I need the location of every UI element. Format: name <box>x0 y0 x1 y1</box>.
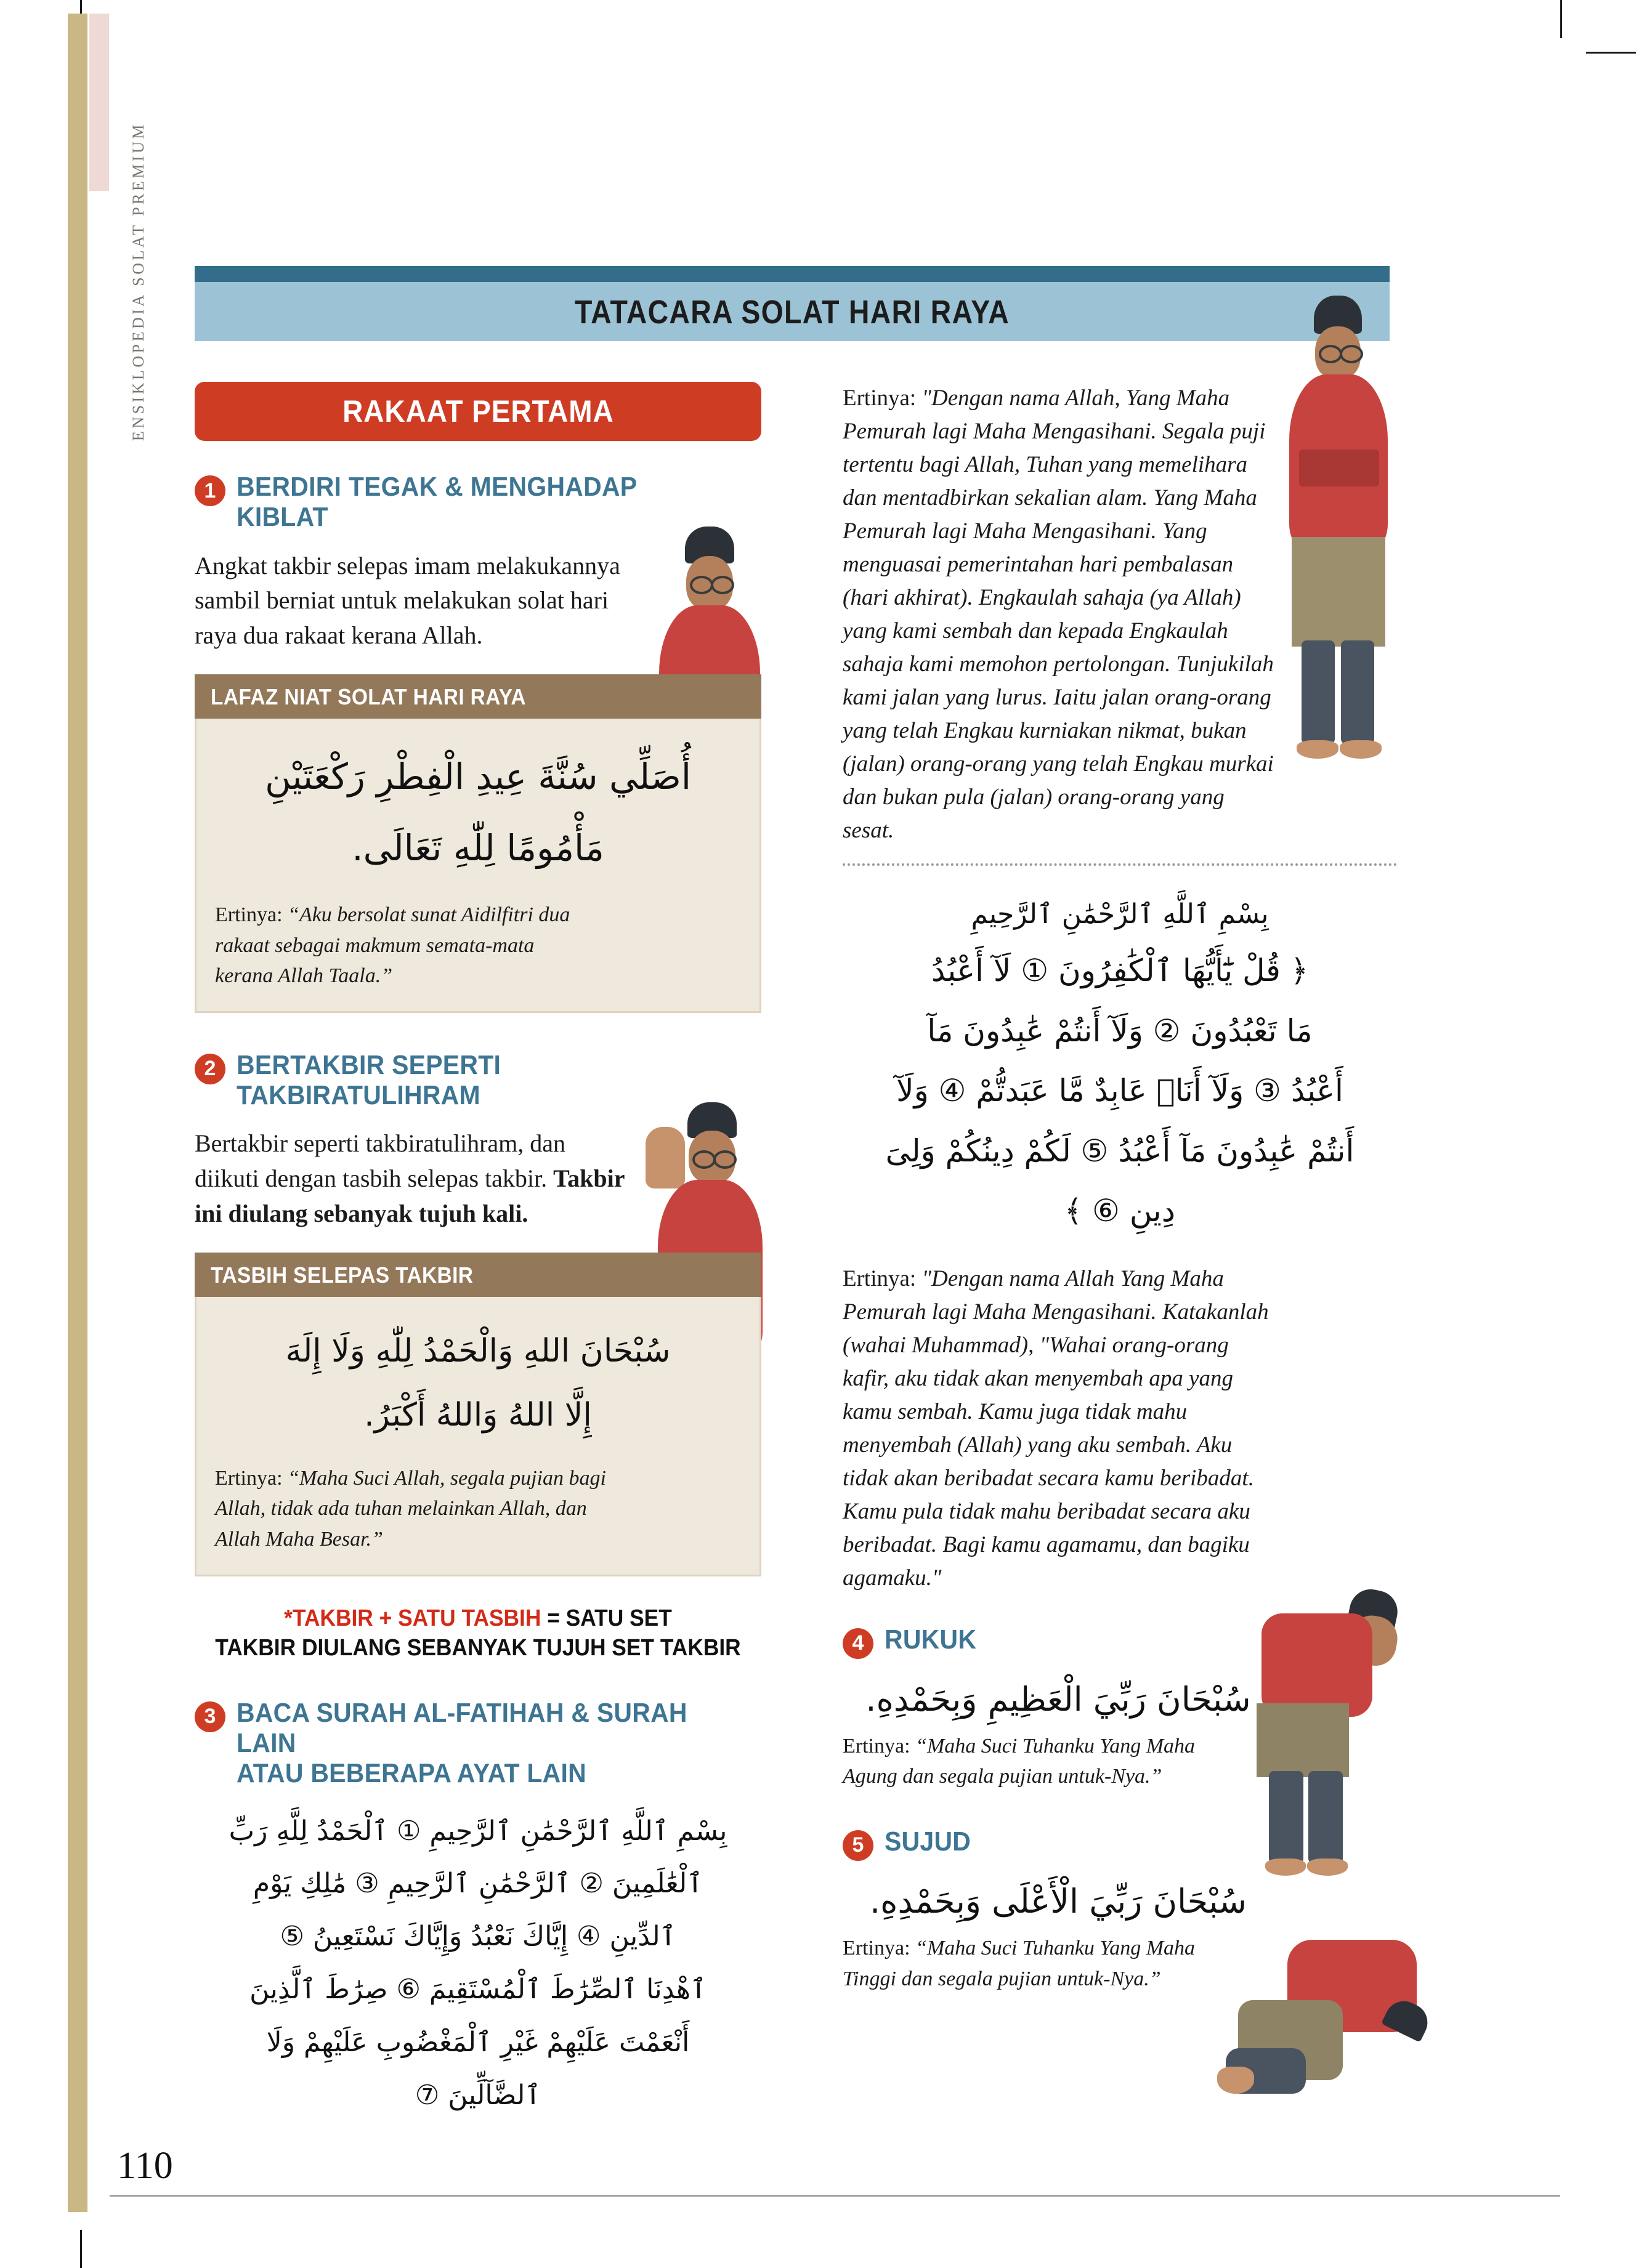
fatihah-line: ٱلدِّينِ ④ إِيَّاكَ نَعْبُدُ وَإِيَّاكَ نَسْتَعِينُ ⑤ <box>280 1921 676 1953</box>
spine-bar <box>68 14 87 2212</box>
fatihah-line: ٱهْدِنَا ٱلصِّرَٰطَ ٱلْمُسْتَقِيمَ ⑥ صِرَٰطَ ٱلَّذِينَ <box>249 1974 707 2006</box>
lafaz-niat-translation-lead: Ertinya: <box>215 903 283 926</box>
step-3-title <box>237 1698 724 1789</box>
fatihah-line: ٱلْعَٰلَمِينَ ② ٱلرَّحْمَٰنِ ٱلرَّحِيمِ ③ مَٰلِكِ يَوْمِ <box>253 1868 703 1900</box>
step-1-heading <box>195 472 761 533</box>
crop-mark-top-right-horizontal <box>1586 52 1636 54</box>
takbir-note-black: = SATU SET <box>541 1605 672 1631</box>
step-3-heading <box>195 1698 761 1789</box>
step-2-paragraph-plain: Bertakbir seperti takbiratulihram, dan diikuti dengan tasbih selepas takbir. <box>195 1129 566 1193</box>
spine-label: ENSIKLOPEDIA SOLAT PREMIUM <box>129 121 147 442</box>
takbir-note-red: *TAKBIR + SATU TASBIH <box>284 1605 541 1631</box>
fatihah-translation <box>843 382 1274 847</box>
step-1-title: BERDIRI TEGAK & MENGHADAP KIBLAT <box>237 472 637 533</box>
step-4-badge: 4 <box>843 1628 873 1659</box>
kafirun-line: ﴿ قُلْ يَٰٓأَيُّهَا ٱلْكَٰفِرُونَ ① لَآ أَعْبُدُ <box>931 953 1309 989</box>
step-2-title: BERTAKBIR SEPERTI TAKBIRATULIHRAM <box>237 1049 501 1111</box>
kafirun-translation-text: "Dengan nama Allah Yang Maha Pemurah lagi Maha Mengasihani. Katakanlah (wahai Muhammad), "Wahai orang-orang kafir, aku tidak akan menyembah apa yang kamu sembah. Kamu juga tidak mahu menyembah (Allah) yang aku sembah. Aku tidak akan beribadat secara kamu beribadat. Kamu pula tidak mahu beribadat secara aku beribadat. Bagi kamu agamamu, dan bagiku agamaku." <box>843 1265 1269 1591</box>
step-2-paragraph <box>195 1126 626 1231</box>
crop-mark-bottom-left <box>80 2230 82 2268</box>
rukuk-translation-text: “Maha Suci Tuhanku Yang Maha Agung dan segala pujian untuk-Nya.” <box>843 1734 1196 1788</box>
sujud-arabic: سُبْحَانَ رَبِّيَ الْأَعْلَى وَبِحَمْدِهِ. <box>869 1881 1247 1921</box>
step-2-heading <box>195 1050 761 1111</box>
tasbih-box-header <box>195 1253 761 1297</box>
takbir-note-line-2: TAKBIR DIULANG SEBANYAK TUJUH SET TAKBIR <box>215 1635 741 1661</box>
tasbih-translation <box>215 1463 609 1555</box>
spine-tab <box>89 14 147 442</box>
tasbih-translation-text: “Maha Suci Allah, segala pujian bagi Allah, tidak ada tuhan melainkan Allah, dan Allah Maha Besar.” <box>215 1466 606 1551</box>
kafirun-line: بِسْمِ ٱللَّهِ ٱلرَّحْمَٰنِ ٱلرَّحِيمِ <box>971 898 1269 930</box>
step-4-heading <box>843 1624 1397 1659</box>
divider-dotted <box>843 863 1397 866</box>
kafirun-line: أَعْبُدُ ③ وَلَآ أَنَا۠ عَابِدٌ مَّا عَبَدتُّمْ ④ وَلَآ <box>896 1073 1343 1109</box>
kafirun-translation <box>843 1262 1274 1595</box>
tasbih-translation-lead: Ertinya: <box>215 1466 283 1490</box>
lafaz-niat-arabic-line-1: أُصَلِّي سُنَّةَ عِيدِ الْفِطْرِ رَكْعَتَيْنِ <box>265 755 691 797</box>
step-2-badge: 2 <box>195 1054 225 1084</box>
kafirun-line: دِينِ ⑥ ﴾ <box>1064 1193 1176 1229</box>
fatihah-translation-text: "Dengan nama Allah, Yang Maha Pemurah lagi Maha Mengasihani. Segala puji tertentu bagi Allah, Tuhan yang memelihara dan mentadbirkan sekalian alam. Yang Maha Pemurah lagi Maha Mengasihani. Yang menguasai pemerintahan hari pembalasan (hari akhirat). Engkaulah sahaja (ya Allah) yang kami sembah dan kepada Engkaulah sahaja kami memohon pertolongan. Tunjukilah kami jalan yang lurus. Iaitu jalan orang-orang yang telah Engkau kurniakan nikmat, bukan (jalan) orang-orang yang telah Engkau murkai dan bukan pula (jalan) orang-orang yang sesat. <box>843 385 1274 844</box>
lafaz-niat-box-header <box>195 674 761 719</box>
fatihah-translation-lead: Ertinya: <box>843 385 917 411</box>
footer-rule <box>110 2195 1560 2197</box>
kafirun-line: مَا تَعْبُدُونَ ② وَلَآ أَنتُمْ عَٰبِدُونَ مَآ <box>927 1012 1313 1049</box>
sujud-translation-lead: Ertinya: <box>843 1936 910 1959</box>
step-3-title-line-1: BACA SURAH AL-FATIHAH & SURAH LAIN <box>237 1697 687 1759</box>
rakaat-pill-label: RAKAAT PERTAMA <box>342 394 614 429</box>
fatihah-line: أَنْعَمْتَ عَلَيْهِمْ غَيْرِ ٱلْمَغْضُوبِ عَلَيْهِمْ وَلَا <box>266 2026 690 2058</box>
step-5-badge: 5 <box>843 1830 873 1861</box>
rakaat-pill <box>195 382 761 441</box>
tasbih-arabic-line-1: سُبْحَانَ اللهِ وَالْحَمْدُ لِلّٰهِ وَلَا إِلَهَ <box>285 1332 671 1370</box>
page-number: 110 <box>117 2145 173 2187</box>
crop-mark-top-right-vertical <box>1560 0 1562 38</box>
tasbih-box <box>195 1253 761 1576</box>
lafaz-niat-translation <box>215 900 597 991</box>
right-column <box>843 382 1397 2010</box>
step-4-title: RUKUK <box>885 1624 977 1655</box>
takbir-note <box>214 1604 742 1663</box>
takbir-note-line-1 <box>214 1604 742 1634</box>
kafirun-translation-lead: Ertinya: <box>843 1265 917 1291</box>
step-1-paragraph: Angkat takbir selepas imam melakukannya sambil berniat untuk melakukan solat hari raya dua rakaat kerana Allah. <box>195 551 620 650</box>
step-5-title: SUJUD <box>885 1826 971 1857</box>
step-5-heading <box>843 1826 1397 1861</box>
tasbih-arabic-line-2: إِلَّا اللهُ وَاللهُ أَكْبَرُ. <box>364 1396 592 1434</box>
step-3-badge: 3 <box>195 1701 225 1732</box>
tasbih-box-title: TASBIH SELEPAS TAKBIR <box>211 1262 474 1288</box>
lafaz-niat-box-body <box>195 719 761 1013</box>
kafirun-line: أَنتُمْ عَٰبِدُونَ مَآ أَعْبُدُ ⑤ لَكُمْ دِينُكُمْ وَلِىَ <box>885 1132 1355 1169</box>
step-2-paragraph-bold: Takbir ini diulang sebanyak tujuh kali. <box>195 1164 625 1227</box>
lafaz-niat-box <box>195 674 761 1013</box>
left-column <box>195 382 761 2121</box>
lafaz-niat-box-title: LAFAZ NIAT SOLAT HARI RAYA <box>211 684 526 709</box>
fatihah-line: ٱلضَّآلِّينَ ⑦ <box>415 2079 541 2111</box>
page-title: TATACARA SOLAT HARI RAYA <box>574 294 1010 331</box>
lafaz-niat-arabic-line-2: مَأْمُومًا لِلّٰهِ تَعَالَى. <box>352 826 604 869</box>
sujud-translation <box>843 1933 1212 1994</box>
page-header-accent-band <box>195 266 1390 282</box>
surah-al-kafirun-arabic <box>843 888 1397 1241</box>
sujud-translation-text: “Maha Suci Tuhanku Yang Maha Tinggi dan segala pujian untuk-Nya.” <box>843 1936 1196 1990</box>
surah-al-fatihah-arabic <box>195 1805 761 2122</box>
rukuk-translation <box>843 1731 1212 1792</box>
tasbih-box-body <box>195 1297 761 1576</box>
rukuk-arabic: سُبْحَانَ رَبِّيَ الْعَظِيمِ وَبِحَمْدِهِ. <box>865 1679 1251 1719</box>
fatihah-line: بِسْمِ ٱللَّهِ ٱلرَّحْمَٰنِ ٱلرَّحِيمِ ① ٱلْحَمْدُ لِلَّهِ رَبِّ <box>229 1815 727 1847</box>
step-3-title-line-2: ATAU BEBERAPA AYAT LAIN <box>237 1758 586 1789</box>
step-1-badge: 1 <box>195 475 225 506</box>
rukuk-translation-lead: Ertinya: <box>843 1734 910 1757</box>
lafaz-niat-translation-text: “Aku bersolat sunat Aidilfitri dua rakaat sebagai makmum semata-mata kerana Allah Taala.” <box>215 903 570 988</box>
